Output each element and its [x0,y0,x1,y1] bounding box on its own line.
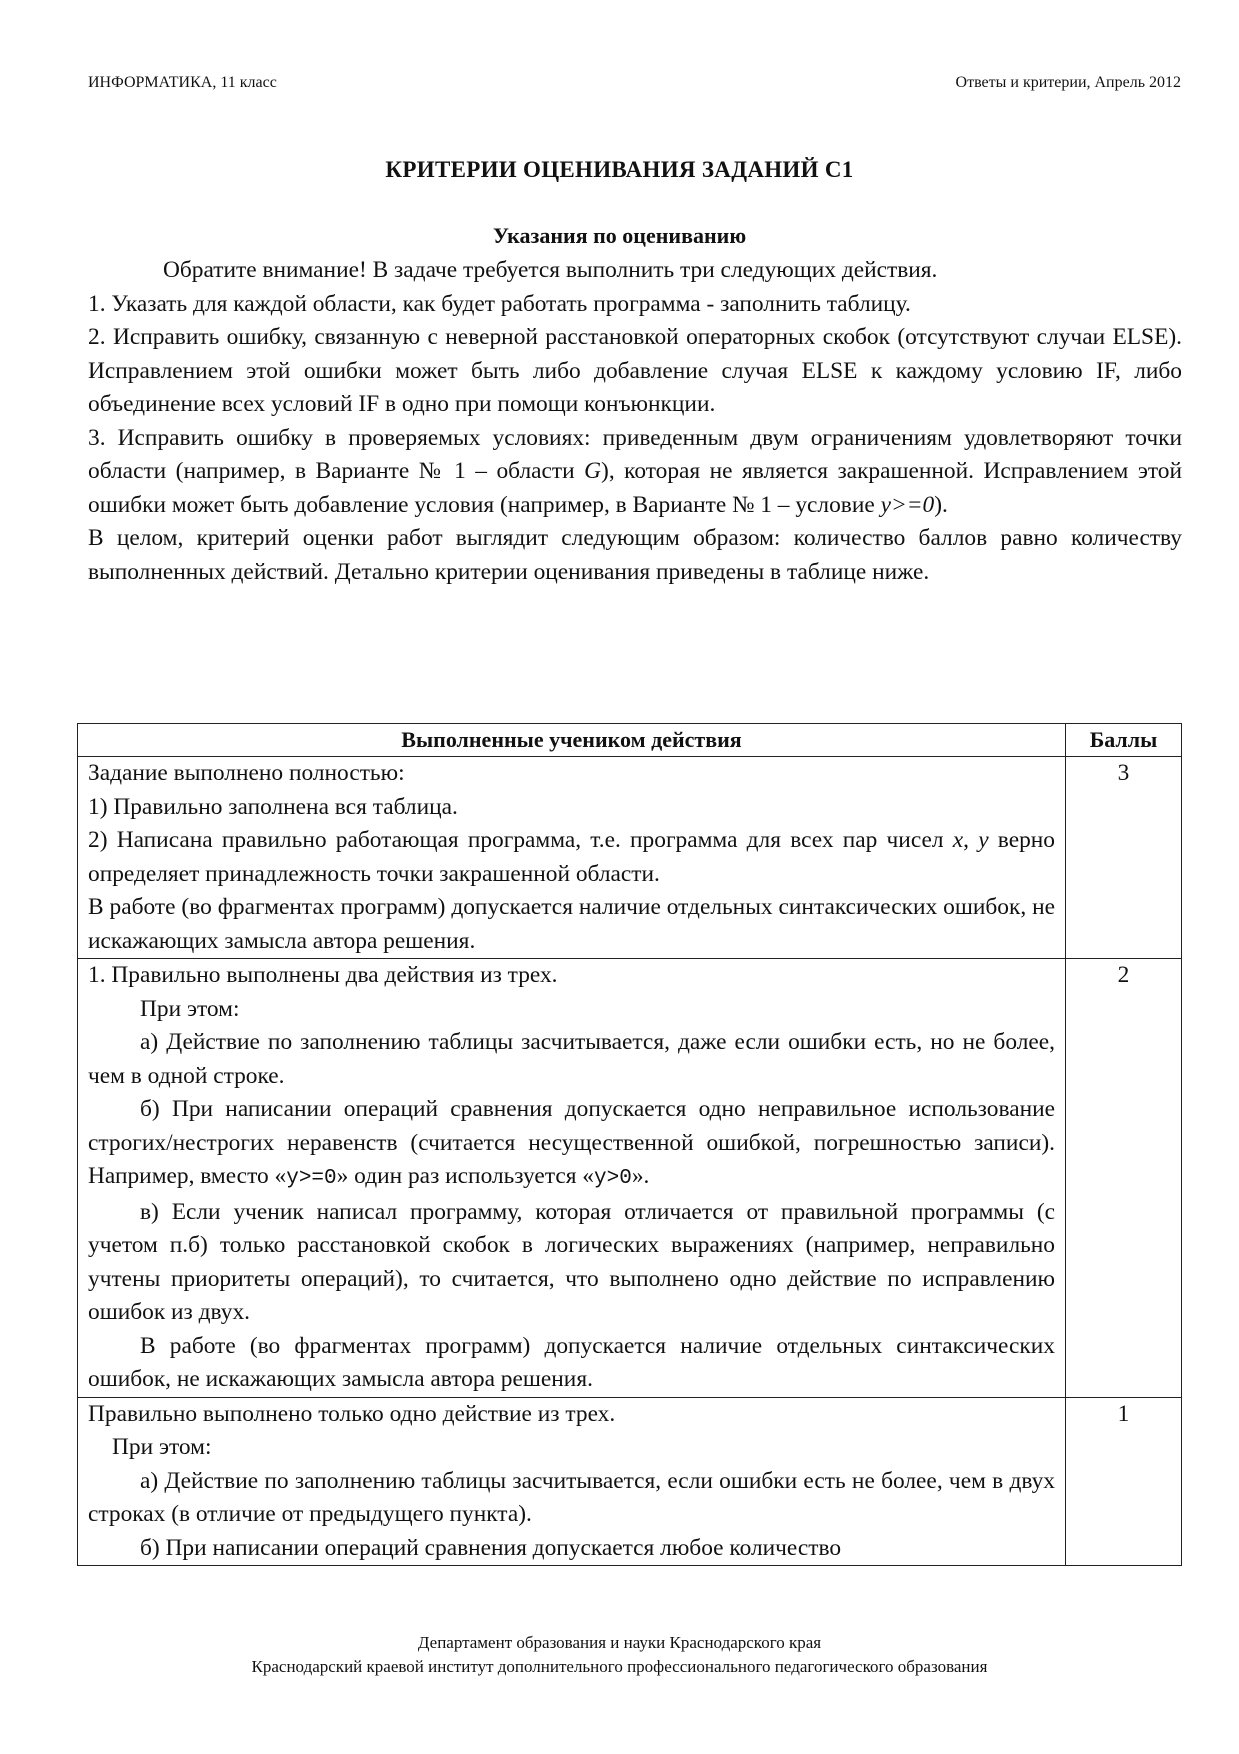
table-header-row [78,724,1182,757]
region-label: G [584,458,602,484]
criteria-line: Задание выполнено полностью: [88,760,405,786]
column-header-actions: Выполненные учеником действия [78,724,1066,757]
column-header-points: Баллы [1066,724,1182,757]
instruction-step-2: 2. Исправить ошибку, связанную с неверной расстановкой операторных скобок (отсутствуют случаи ELSE). Исправлением этой ошибки может быть либо добавление случая ELSE к каждому условию IF, либо объединение всех условий IF в одно при помощи конъюнкции. [88,324,1182,417]
intro-notice: Обратите внимание! В задаче требуется выполнить три следующих действия. [163,257,938,283]
criteria-line: а) Действие по заполнению таблицы засчитывается, если ошибки есть не более, чем в двух строках (в отличие от предыдущего пункта). [88,1467,1055,1527]
criteria-line: При этом: [112,1434,212,1460]
criteria-cell [78,757,1066,959]
running-header-subject: ИНФОРМАТИКА, 11 класс [88,74,277,91]
scoring-summary: В целом, критерий оценки работ выглядит следующим образом: количество баллов равно количеству выполненных действий. Детально критерии оценивания приведены в таблице ниже. [88,525,1182,585]
criteria-line: б) При написании операций сравнения допускается одно неправильное использование строгих/нестрогих неравенств (считается несущественной ошибкой, погрешностью записи). Например, вместо «y>=0» один раз используется «y>0». [88,1096,1055,1190]
instruction-step-1: 1. Указать для каждой области, как будет работать программа - заполнить таблицу. [88,290,911,317]
running-header-date: Ответы и критерии, Апрель 2012 [955,74,1181,91]
points-cell: 3 [1066,757,1182,959]
criteria-line: 2) Написана правильно работающая программа, т.е. программа для всех пар чисел x, y верно определяет принадлежность точки закрашенной области. [88,827,1055,887]
criteria-cell [78,959,1066,1398]
criteria-line: В работе (во фрагментах программ) допускается наличие отдельных синтаксических ошибок, не искажающих замысла автора решения. [88,1332,1055,1392]
criteria-line: При этом: [140,995,240,1022]
points-cell: 2 [1066,959,1182,1398]
footer-institute: Краснодарский краевой институт дополнительного профессионального педагогического образования [251,1657,988,1676]
table-row [78,757,1182,959]
criteria-line: 1) Правильно заполнена вся таблица. [88,793,458,820]
criteria-line: В работе (во фрагментах программ) допускается наличие отдельных синтаксических ошибок, не искажающих замысла автора решения. [88,894,1055,954]
criteria-table [77,723,1182,1566]
page-title: КРИТЕРИИ ОЦЕНИВАНИЯ ЗАДАНИЙ С1 [385,157,854,182]
criteria-line: б) При написании операций сравнения допускается любое количество [140,1534,842,1561]
condition-text: y>=0 [880,491,935,518]
criteria-line: Правильно выполнено только одно действие из трех. [88,1400,616,1427]
criteria-cell [78,1397,1066,1566]
section-subtitle: Указания по оцениванию [492,223,747,248]
instructions-body [88,254,1182,589]
criteria-line: 1. Правильно выполнены два действия из трех. [88,962,558,988]
points-cell: 1 [1066,1397,1182,1566]
criteria-line: а) Действие по заполнению таблицы засчитывается, даже если ошибки есть, но не более, чем в одной строке. [88,1029,1055,1089]
table-row [78,1397,1182,1566]
criteria-line: в) Если ученик написал программу, которая отличается от правильной программы (с учетом п.б) только расстановкой скобок в логических выражениях (например, неправильно учтены приоритеты операций), то считается, что выполнено одно действие по исправлению ошибок из двух. [88,1198,1055,1325]
table-row [78,959,1182,1398]
footer-department: Департамент образования и науки Краснодарского края [417,1633,822,1652]
instruction-step-3: 3. Исправить ошибку в проверяемых условиях: приведенным двум ограничениям удовлетворяют точки области (например, в Варианте № 1 – области G), которая не является закрашенной. Исправлением этой ошибки может быть добавление условия (например, в Варианте № 1 – условие y>=0). [88,424,1182,518]
